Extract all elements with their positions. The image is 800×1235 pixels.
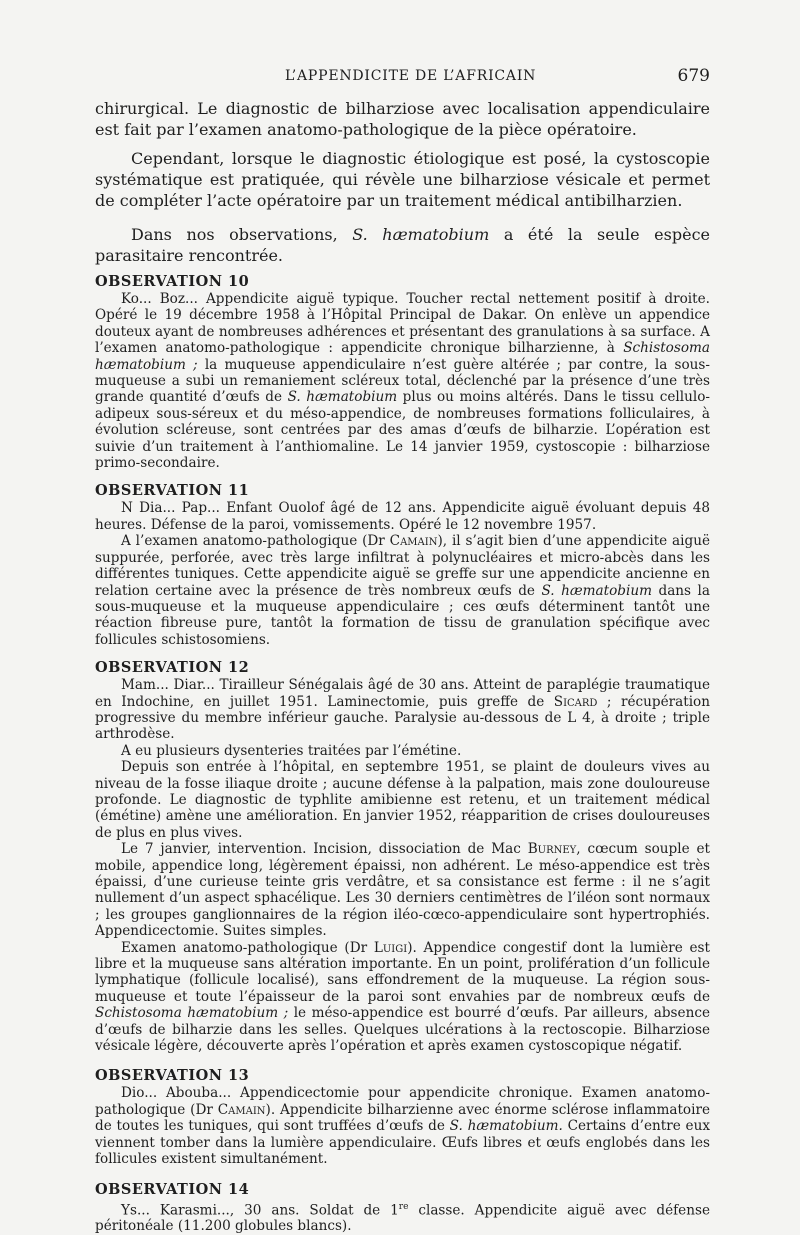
paragraph: Le 7 janvier, intervention. Incision, dissociation de Mac Burney, cœcum souple et mobile, appendice long, légèrement épaissi, non adhérent. Le méso-appendice est très épaissi, d’une curieuse teinte gris verdâtre, et sa consistance est ferme : il ne s’agit nullement d’un aspect sphacélique. Les 30 derniers centimètres de l’iléon sont normaux ; les groupes ganglionnaires de la région iléo-cœco-appendiculaire sont hypertrophiés. Appendicectomie. Suites simples. [95,841,710,940]
observation-heading: OBSERVATION 11 [95,482,250,500]
observation-heading: OBSERVATION 12 [95,659,250,677]
observation-heading: OBSERVATION 10 [95,273,250,290]
observation-14 [95,1180,710,1235]
running-title: L’APPENDICITE DE L’AFRICAIN [285,68,537,84]
paragraph: Mam... Diar... Tirailleur Sénégalais âgé de 30 ans. Atteint de paraplégie traumatique en Indochine, en juillet 1951. Laminectomie, puis greffe de Sicard ; récupération progressive du membre inférieur gauche. Paralysie au-dessous de L 4, à droite ; triple arthrodèse. [95,677,710,743]
observation-heading: OBSERVATION 14 [95,1180,250,1198]
paragraph: A eu plusieurs dysenteries traitées par l’émétine. [121,742,462,759]
observation-11 [95,481,710,648]
paragraph: Ys... Karasmi..., 30 ans. Soldat de 1re classe. Appendicite aiguë avec défense péritonéale (11.200 globules blancs). [95,1201,710,1235]
paragraph: chirurgical. Le diagnostic de bilharziose avec localisation appendiculaire est fait par l’examen anatomo-pathologique de la pièce opératoire. [95,99,710,139]
paragraph: Examen anatomo-pathologique (Dr Luigi). Appendice congestif dont la lumière est libre et la muqueuse sans altération importante. En un point, prolifération d’un follicule lymphatique (follicule localisé), sans effondrement de la muqueuse. La région sous-muqueuse et toute l’épaisseur de la paroi sont envahies par de nombreux œufs de Schistosoma hæmatobium ; le méso-appendice est bourré d’œufs. Par ailleurs, absence d’œufs de bilharzie dans les selles. Quelques ulcérations à la rectoscopie. Bilharziose vésicale légère, découverte après l’opération et après examen cystoscopique négatif. [95,939,710,1055]
observation-13 [95,1066,710,1167]
paragraph: N Dia... Pap... Enfant Ouolof âgé de 12 ans. Appendicite aiguë évoluant depuis 48 heures. Défense de la paroi, vomissements. Opéré le 12 novembre 1957. [95,500,710,533]
paragraph: Ko... Boz... Appendicite aiguë typique. Toucher rectal nettement positif à droite. Opéré le 19 décembre 1958 à l’Hôpital Principal de Dakar. On enlève un appendice douteux ayant de nombreuses adhérences et présentant des granulations à sa surface. A l’examen anatomo-pathologique : appendicite chronique bilharzienne, à Schistosoma hæmatobium ; la muqueuse appendiculaire n’est guère altérée ; par contre, la sous-muqueuse a subi un remaniement scléreux total, déclenché par la présence d’une très grande quantité d’œufs de S. hæmatobium plus ou moins altérés. Dans le tissu cellulo-adipeux sous-séreux et du méso-appendice, de nombreuses formations folliculaires, à évolution scléreuse, sont centrées par des amas d’œufs de bilharzie. L’opération est suivie d’un traitement à l’anthiomaline. Le 14 janvier 1959, cystoscopie : bilharziose primo-secondaire. [95,291,710,472]
paragraph: Dio... Abouba... Appendicectomie pour appendicite chronique. Examen anatomo-pathologique (Dr Camain). Appendicite bilharzienne avec énorme sclérose inflammatoire de toutes les tuniques, qui sont truffées d’œufs de S. hæmatobium. Certains d’entre eux viennent tomber dans la lumière appendiculaire. Œufs libres et œufs englobés dans les follicules existent simultanément. [95,1085,710,1168]
page-number: 679 [677,66,710,86]
paragraph: Depuis son entrée à l’hôpital, en septembre 1951, se plaint de douleurs vives au niveau de la fosse iliaque droite ; aucune défense à la palpation, mais zone douloureuse profonde. Le diagnostic de typhlite amibienne est retenu, et un traitement médical (émétine) amène une amélioration. En janvier 1952, réapparition de crises douloureuses de plus en plus vives. [95,759,710,841]
body-text [95,98,710,1235]
paragraph: Dans nos observations, S. hæmatobium a été la seule espèce parasitaire rencontrée. [95,225,711,265]
page-header [95,66,710,90]
observation-heading: OBSERVATION 13 [95,1067,250,1085]
observation-12 [95,658,710,1054]
paragraph: A l’examen anatomo-pathologique (Dr Camain), il s’agit bien d’une appendicite aiguë suppurée, perforée, avec très large infiltrat à polynucléaires et micro-abcès dans les différentes tuniques. Cette appendicite aiguë se greffe sur une appendicite ancienne en relation certaine avec la présence de très nombreux œufs de S. hæmatobium dans la sous-muqueuse et la muqueuse appendiculaire ; ces œufs déterminent tantôt une réaction fibreuse pure, tantôt la formation de tissu de granulation spécifique avec follicules schistosomiens. [95,533,711,648]
observation-10 [95,272,710,471]
introduction [95,98,710,266]
paragraph: Cependant, lorsque le diagnostic étiologique est posé, la cystoscopie systématique est pratiquée, qui révèle une bilharziose vésicale et permet de compléter l’acte opératoire par un traitement médical antibilharzien. [95,149,710,210]
